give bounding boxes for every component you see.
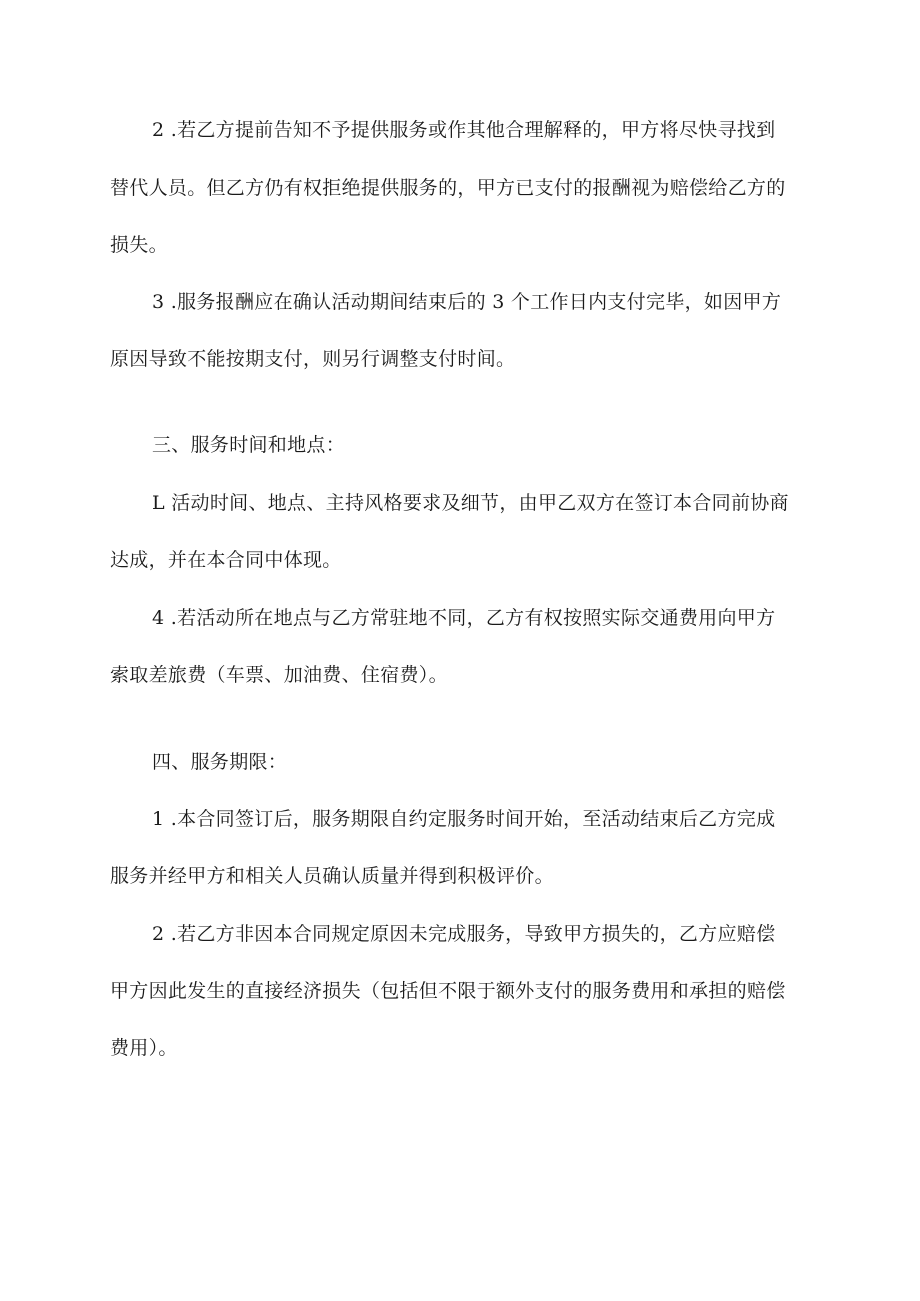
paragraph-item-3-line-2: 原因导致不能按期支付，则另行调整支付时间。 [110, 348, 516, 370]
paragraph-item-4-line-1: 4 .若活动所在地点与乙方常驻地不同，乙方有权按照实际交通费用向甲方 [152, 607, 776, 629]
paragraph-term-2-line-1: 2 .若乙方非因本合同规定原因未完成服务，导致甲方损失的，乙方应赔偿 [152, 923, 776, 945]
section-heading-service-time-location: 三、服务时间和地点： [152, 434, 346, 456]
paragraph-term-2-line-2: 甲方因此发生的直接经济损失（包括但不限于额外支付的服务费用和承担的赔偿 [110, 980, 786, 1002]
section-heading-service-term: 四、服务期限： [152, 751, 288, 773]
paragraph-item-3-line-1: 3 .服务报酬应在确认活动期间结束后的 3 个工作日内支付完毕，如因甲方 [152, 291, 782, 313]
paragraph-item-l-line-1: L 活动时间、地点、主持风格要求及细节，由甲乙双方在签订本合同前协商 [152, 492, 789, 514]
paragraph-item-2-line-1: 2 .若乙方提前告知不予提供服务或作其他合理解释的，甲方将尽快寻找到 [152, 119, 776, 141]
paragraph-term-1-line-2: 服务并经甲方和相关人员确认质量并得到积极评价。 [110, 865, 554, 887]
paragraph-item-l-line-2: 达成，并在本合同中体现。 [110, 549, 342, 571]
paragraph-item-2-line-2: 替代人员。但乙方仍有权拒绝提供服务的，甲方已支付的报酬视为赔偿给乙方的 [110, 177, 786, 199]
paragraph-item-2-line-3: 损失。 [110, 234, 168, 256]
paragraph-item-4-line-2: 索取差旅费（车票、加油费、住宿费）。 [110, 664, 448, 686]
paragraph-term-2-line-3: 费用）。 [110, 1037, 178, 1059]
paragraph-term-1-line-1: 1 .本合同签订后，服务期限自约定服务时间开始，至活动结束后乙方完成 [152, 808, 776, 830]
